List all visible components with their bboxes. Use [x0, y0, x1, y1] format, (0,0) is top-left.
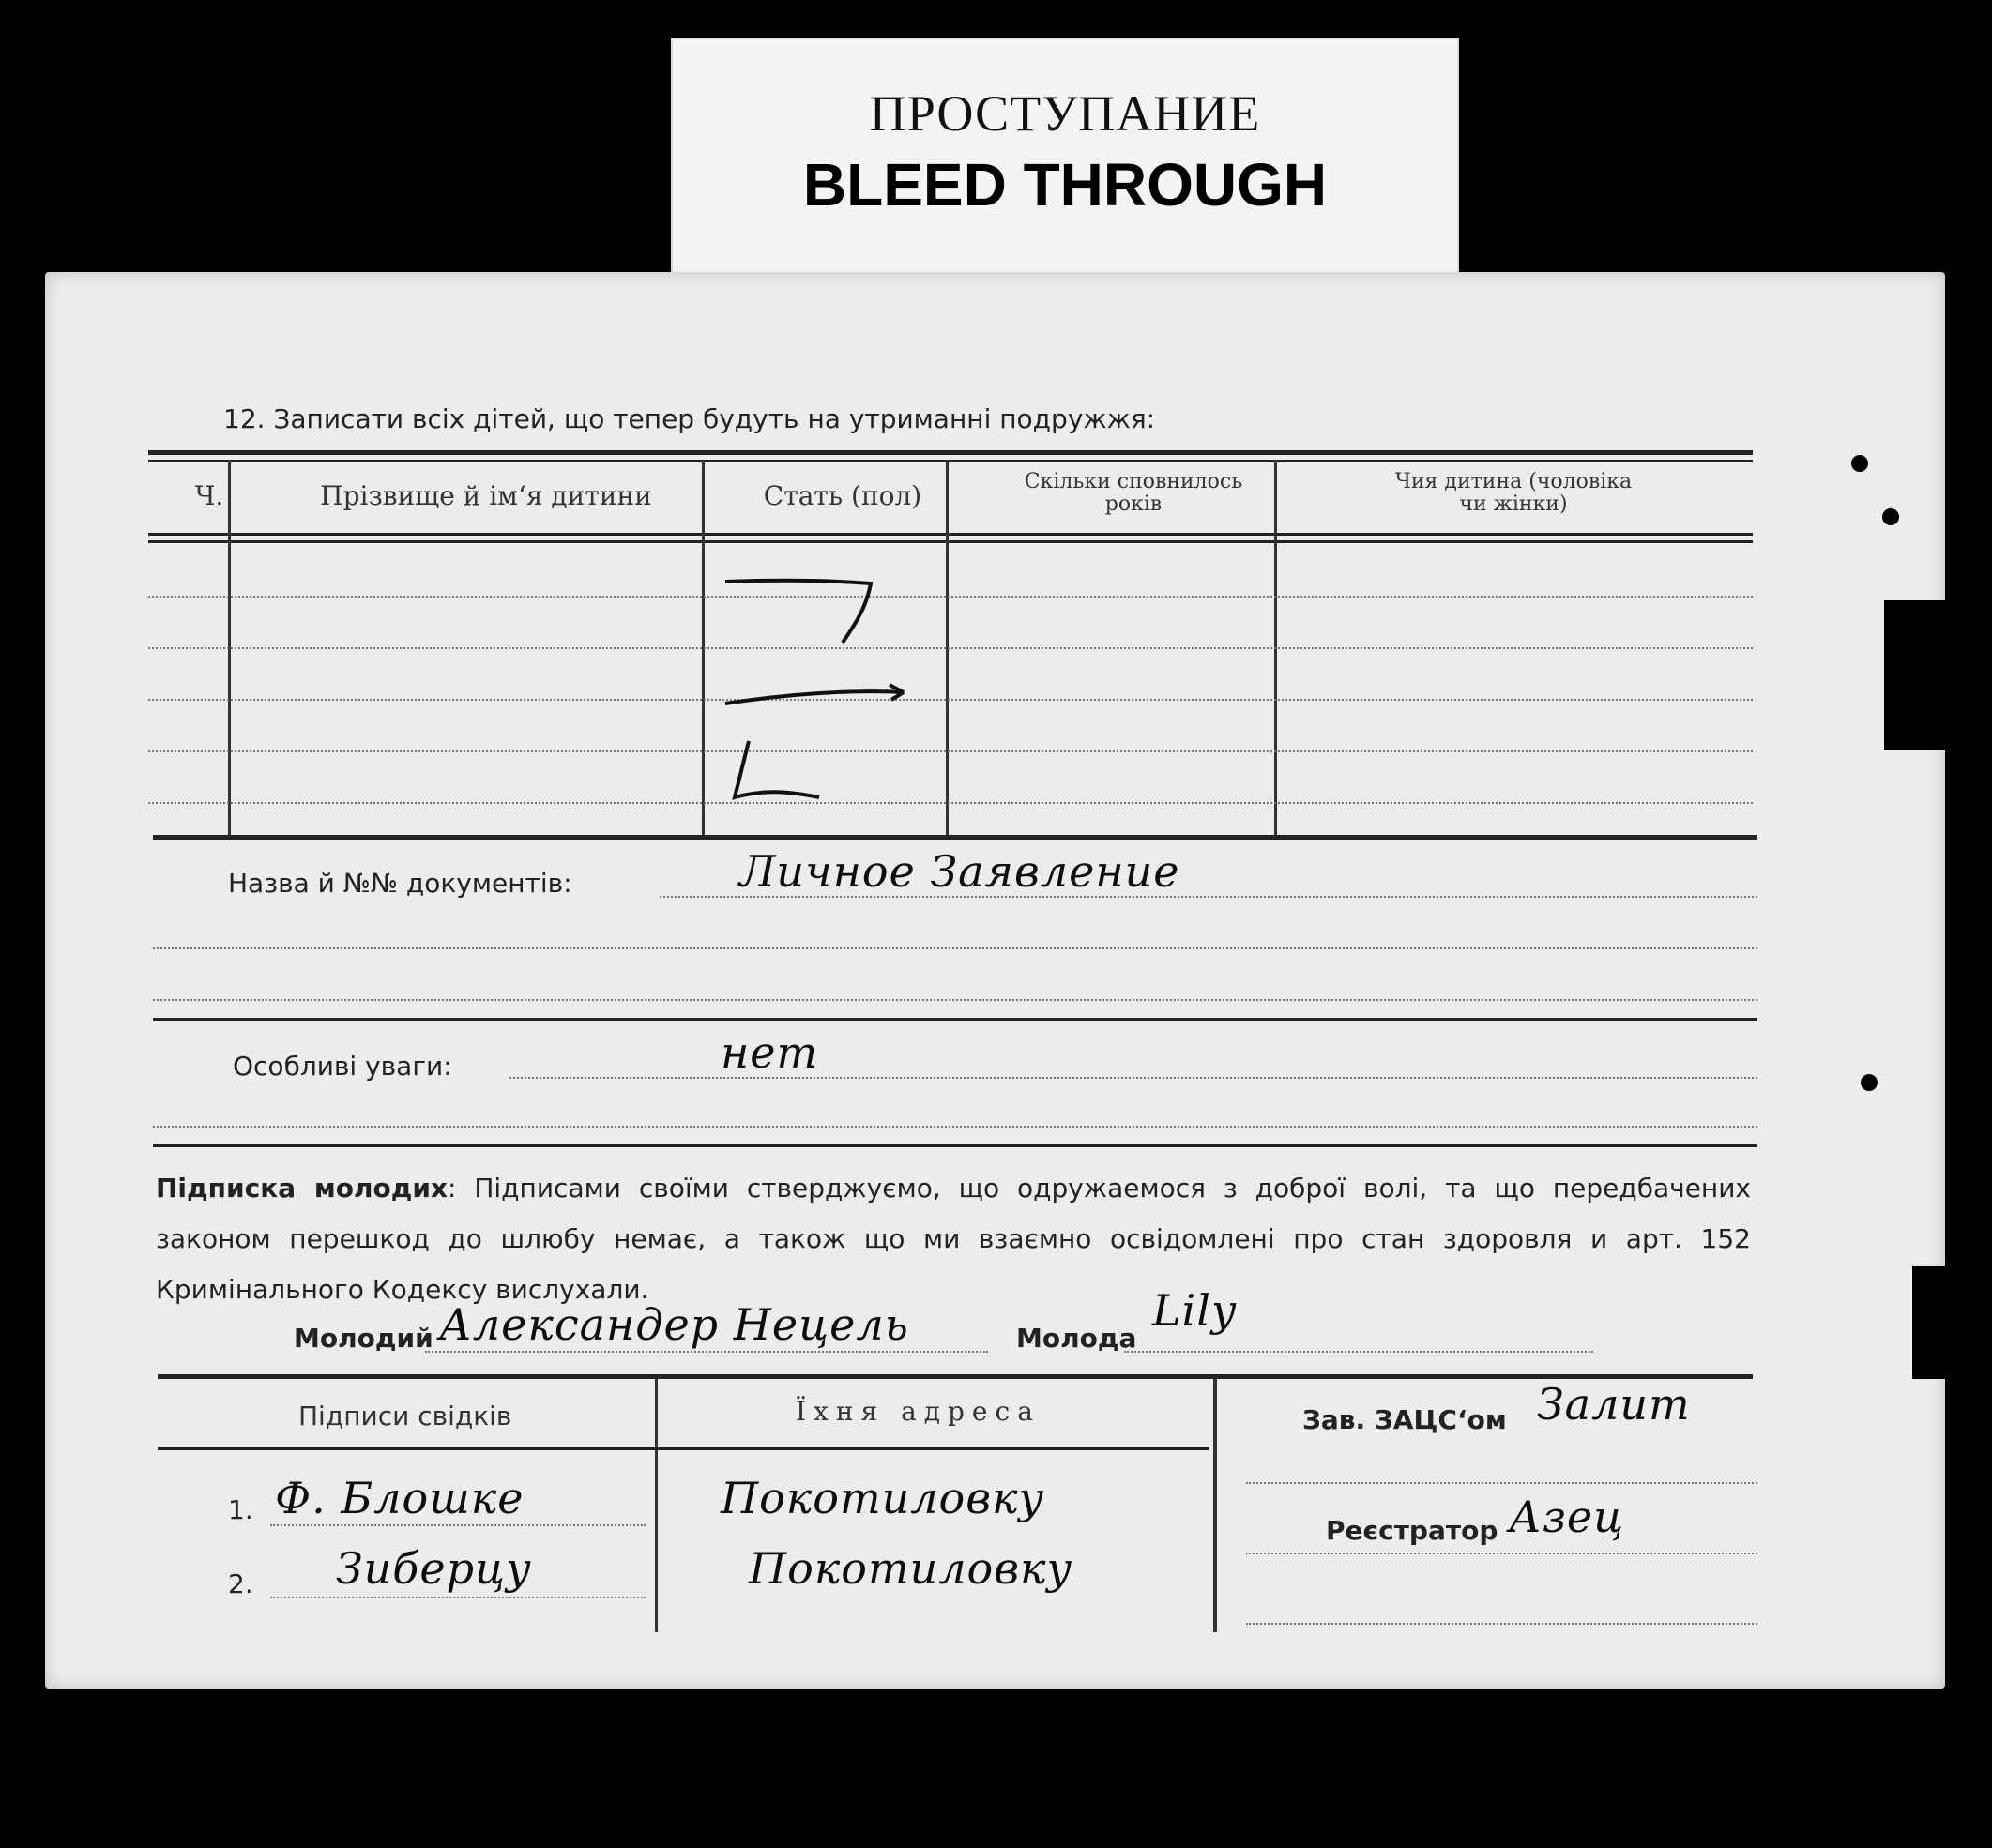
witness-2-address: Покотиловку: [749, 1543, 1073, 1594]
documents-line-3: [153, 999, 1757, 1001]
header-age-line1: Скільки сповнилось: [1024, 470, 1243, 493]
head-signature: Залит: [1537, 1379, 1691, 1430]
notes-bottom-rule: [153, 1144, 1757, 1147]
label-russian: ПРОСТУПАНИЕ: [869, 85, 1261, 142]
punch-hole: [1851, 455, 1868, 472]
address-header: Їхня адреса: [796, 1396, 1041, 1427]
header-age-line2: років: [1104, 492, 1163, 516]
header-bottom-rule-2: [148, 540, 1753, 543]
section-title: 12. Записати всіх дітей, що тепер будуть на утриманні подружжя:: [223, 403, 1156, 434]
groom-label: Молодий: [294, 1323, 433, 1354]
documents-bottom-rule: [153, 1018, 1757, 1021]
bride-label: Молода: [1016, 1323, 1137, 1354]
registry-col-divider: [1213, 1379, 1217, 1632]
documents-value: Личное Заявление: [739, 846, 1180, 897]
registrar-signature: Азец: [1509, 1492, 1625, 1542]
table-strike-mark: [683, 553, 965, 835]
notes-value: нет: [721, 1027, 819, 1078]
declaration-paragraph: [156, 1163, 1751, 1315]
table-top-rule-thin: [148, 460, 1753, 462]
header-whose-line2: чи жінки): [1459, 492, 1568, 516]
notes-line: [509, 1077, 1757, 1079]
witness-2-line: [270, 1597, 646, 1598]
header-whose-line1: Чия дитина (чоловіка: [1394, 470, 1633, 493]
table-top-rule: [148, 450, 1753, 455]
registrar-label: Реєстратор: [1326, 1515, 1498, 1546]
witness-1-line: [270, 1524, 646, 1526]
witness-2-signature: Зиберцу: [336, 1543, 532, 1594]
header-child-name: Прізвище й ім‘я дитини: [320, 480, 652, 511]
notes-label: Особливі уваги:: [233, 1051, 452, 1082]
witness-col-divider: [655, 1379, 658, 1632]
header-sex: Стать (пол): [763, 480, 922, 511]
witness-1-signature: Ф. Блошке: [275, 1473, 525, 1523]
punch-hole: [1861, 1074, 1878, 1091]
witness-1-number: 1.: [228, 1494, 253, 1525]
punch-hole: [1882, 508, 1899, 525]
registrar-line-2: [1246, 1623, 1757, 1625]
witness-top-rule: [158, 1374, 1753, 1379]
head-label: Зав. ЗАЦС‘ом: [1302, 1404, 1507, 1435]
bride-line: [1124, 1351, 1593, 1353]
label-english: BLEED THROUGH: [802, 151, 1328, 219]
declaration-heading: Підписка молодих: [156, 1173, 449, 1204]
bleed-through-label-card: [671, 38, 1459, 277]
documents-line-2: [153, 947, 1757, 949]
form-sheet: [45, 272, 1945, 1689]
header-number: Ч.: [194, 480, 224, 511]
registrar-line: [1246, 1553, 1757, 1554]
edge-tear: [1912, 1266, 1945, 1379]
declaration-text: : Підписами своїми стверджуємо, що одружаемося з доброї волі, та що передбачених законом перешкод до шлюбу немає, а також що ми взаємно освідомлені про стан здоровля и арт. 152 Кримінального Кодексу вислухали.: [156, 1173, 1752, 1305]
head-line-2: [1246, 1482, 1757, 1484]
table-bottom-rule: [153, 835, 1757, 840]
groom-signature: Александер Нецель: [439, 1299, 909, 1350]
edge-tear: [1884, 600, 1945, 750]
header-bottom-rule: [148, 533, 1753, 536]
witness-header-rule: [158, 1447, 1209, 1450]
witnesses-header: Підписи свідків: [298, 1401, 512, 1431]
groom-line: [425, 1351, 988, 1353]
witness-1-address: Покотиловку: [721, 1473, 1045, 1523]
witness-2-number: 2.: [228, 1568, 253, 1599]
notes-line-2: [153, 1126, 1757, 1128]
bride-signature: Lily: [1152, 1285, 1237, 1336]
documents-label: Назва й №№ документів:: [228, 868, 572, 899]
